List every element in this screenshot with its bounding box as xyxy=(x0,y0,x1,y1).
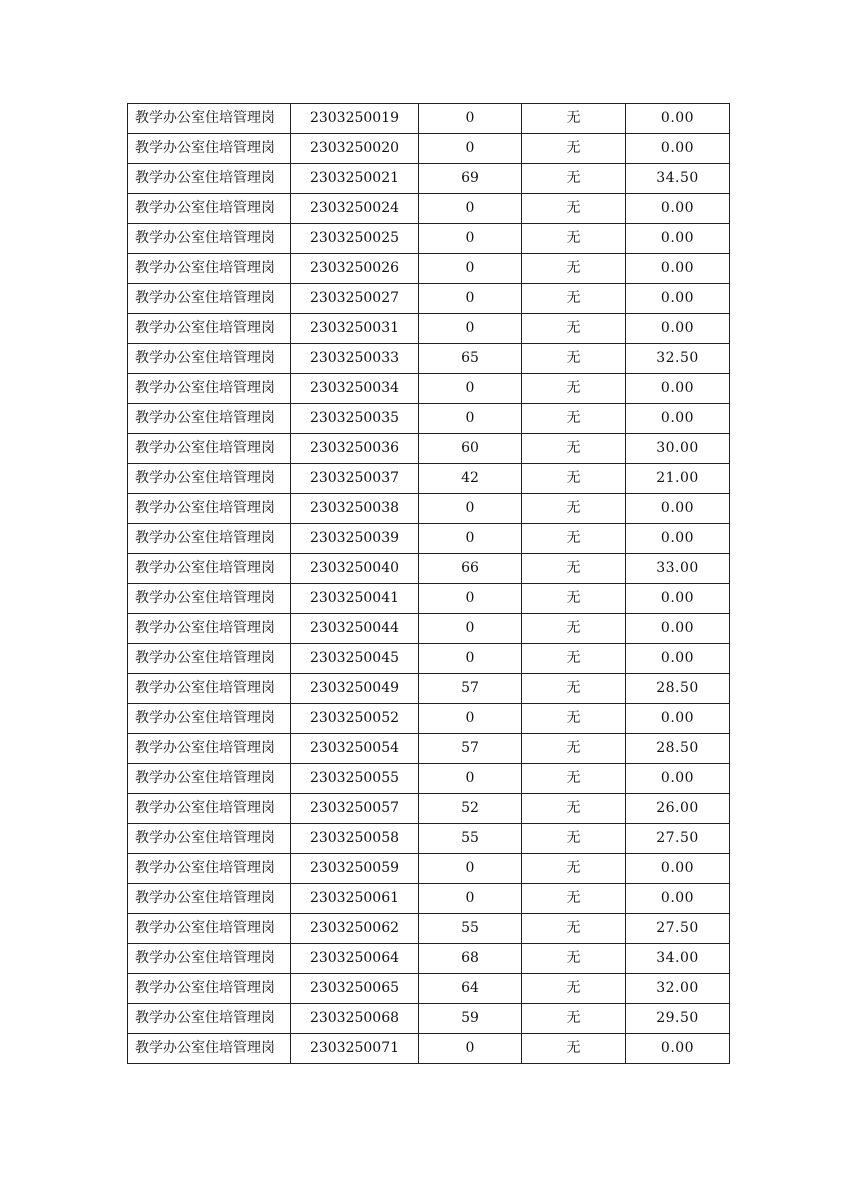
table-row xyxy=(128,554,730,584)
cell-written-score: 59 xyxy=(419,1004,522,1034)
cell-post: 教学办公室住培管理岗 xyxy=(128,464,291,494)
table-row xyxy=(128,254,730,284)
results-table xyxy=(127,103,730,1064)
cell-written-score: 0 xyxy=(419,404,522,434)
cell-post: 教学办公室住培管理岗 xyxy=(128,344,291,374)
cell-written-score: 0 xyxy=(419,254,522,284)
cell-post: 教学办公室住培管理岗 xyxy=(128,404,291,434)
table-row xyxy=(128,194,730,224)
cell-written-score: 0 xyxy=(419,614,522,644)
cell-bonus: 无 xyxy=(522,884,626,914)
cell-written-score: 0 xyxy=(419,524,522,554)
cell-post: 教学办公室住培管理岗 xyxy=(128,524,291,554)
cell-candidate-id: 2303250052 xyxy=(291,704,419,734)
table-row xyxy=(128,824,730,854)
cell-written-score: 68 xyxy=(419,944,522,974)
cell-bonus: 无 xyxy=(522,404,626,434)
table-row xyxy=(128,584,730,614)
table-row xyxy=(128,374,730,404)
table-row xyxy=(128,854,730,884)
cell-written-score: 0 xyxy=(419,134,522,164)
cell-post: 教学办公室住培管理岗 xyxy=(128,434,291,464)
cell-post: 教学办公室住培管理岗 xyxy=(128,194,291,224)
cell-bonus: 无 xyxy=(522,614,626,644)
cell-post: 教学办公室住培管理岗 xyxy=(128,884,291,914)
cell-bonus: 无 xyxy=(522,254,626,284)
cell-post: 教学办公室住培管理岗 xyxy=(128,944,291,974)
cell-written-score: 0 xyxy=(419,494,522,524)
cell-total-score: 0.00 xyxy=(626,194,730,224)
cell-written-score: 0 xyxy=(419,704,522,734)
cell-post: 教学办公室住培管理岗 xyxy=(128,704,291,734)
table-row xyxy=(128,644,730,674)
table-row xyxy=(128,704,730,734)
cell-bonus: 无 xyxy=(522,494,626,524)
cell-total-score: 0.00 xyxy=(626,494,730,524)
cell-bonus: 无 xyxy=(522,524,626,554)
cell-written-score: 55 xyxy=(419,824,522,854)
cell-post: 教学办公室住培管理岗 xyxy=(128,1004,291,1034)
cell-bonus: 无 xyxy=(522,554,626,584)
cell-bonus: 无 xyxy=(522,194,626,224)
cell-total-score: 28.50 xyxy=(626,674,730,704)
cell-written-score: 42 xyxy=(419,464,522,494)
cell-candidate-id: 2303250025 xyxy=(291,224,419,254)
table-row xyxy=(128,224,730,254)
cell-written-score: 0 xyxy=(419,314,522,344)
cell-total-score: 0.00 xyxy=(626,584,730,614)
cell-total-score: 32.50 xyxy=(626,344,730,374)
cell-bonus: 无 xyxy=(522,704,626,734)
cell-written-score: 57 xyxy=(419,674,522,704)
cell-bonus: 无 xyxy=(522,224,626,254)
cell-bonus: 无 xyxy=(522,974,626,1004)
table-row xyxy=(128,764,730,794)
cell-post: 教学办公室住培管理岗 xyxy=(128,824,291,854)
cell-candidate-id: 2303250068 xyxy=(291,1004,419,1034)
cell-bonus: 无 xyxy=(522,164,626,194)
cell-candidate-id: 2303250026 xyxy=(291,254,419,284)
cell-bonus: 无 xyxy=(522,314,626,344)
cell-written-score: 66 xyxy=(419,554,522,584)
table-row xyxy=(128,944,730,974)
cell-total-score: 26.00 xyxy=(626,794,730,824)
cell-bonus: 无 xyxy=(522,824,626,854)
table-row xyxy=(128,1004,730,1034)
cell-candidate-id: 2303250039 xyxy=(291,524,419,554)
cell-bonus: 无 xyxy=(522,464,626,494)
cell-post: 教学办公室住培管理岗 xyxy=(128,314,291,344)
table-row xyxy=(128,794,730,824)
cell-bonus: 无 xyxy=(522,644,626,674)
cell-total-score: 30.00 xyxy=(626,434,730,464)
cell-written-score: 69 xyxy=(419,164,522,194)
cell-written-score: 0 xyxy=(419,764,522,794)
cell-total-score: 0.00 xyxy=(626,1034,730,1064)
table-row xyxy=(128,404,730,434)
cell-post: 教学办公室住培管理岗 xyxy=(128,254,291,284)
table-row xyxy=(128,344,730,374)
cell-written-score: 55 xyxy=(419,914,522,944)
cell-candidate-id: 2303250036 xyxy=(291,434,419,464)
table-row xyxy=(128,284,730,314)
cell-candidate-id: 2303250057 xyxy=(291,794,419,824)
cell-candidate-id: 2303250035 xyxy=(291,404,419,434)
cell-post: 教学办公室住培管理岗 xyxy=(128,134,291,164)
cell-written-score: 0 xyxy=(419,374,522,404)
cell-bonus: 无 xyxy=(522,854,626,884)
cell-candidate-id: 2303250020 xyxy=(291,134,419,164)
cell-total-score: 27.50 xyxy=(626,824,730,854)
cell-candidate-id: 2303250059 xyxy=(291,854,419,884)
cell-bonus: 无 xyxy=(522,914,626,944)
cell-bonus: 无 xyxy=(522,1034,626,1064)
cell-written-score: 60 xyxy=(419,434,522,464)
cell-written-score: 0 xyxy=(419,284,522,314)
cell-total-score: 34.00 xyxy=(626,944,730,974)
cell-written-score: 0 xyxy=(419,1034,522,1064)
cell-candidate-id: 2303250034 xyxy=(291,374,419,404)
cell-post: 教学办公室住培管理岗 xyxy=(128,284,291,314)
cell-written-score: 0 xyxy=(419,884,522,914)
cell-total-score: 0.00 xyxy=(626,884,730,914)
cell-candidate-id: 2303250044 xyxy=(291,614,419,644)
cell-total-score: 0.00 xyxy=(626,764,730,794)
table-row xyxy=(128,914,730,944)
cell-bonus: 无 xyxy=(522,134,626,164)
cell-candidate-id: 2303250045 xyxy=(291,644,419,674)
table-row xyxy=(128,734,730,764)
table-row xyxy=(128,974,730,1004)
cell-post: 教学办公室住培管理岗 xyxy=(128,614,291,644)
cell-candidate-id: 2303250055 xyxy=(291,764,419,794)
table-row xyxy=(128,674,730,704)
cell-candidate-id: 2303250037 xyxy=(291,464,419,494)
table-row xyxy=(128,164,730,194)
cell-total-score: 0.00 xyxy=(626,614,730,644)
cell-written-score: 0 xyxy=(419,104,522,134)
cell-written-score: 0 xyxy=(419,224,522,254)
cell-candidate-id: 2303250024 xyxy=(291,194,419,224)
cell-bonus: 无 xyxy=(522,584,626,614)
table-row xyxy=(128,494,730,524)
cell-candidate-id: 2303250064 xyxy=(291,944,419,974)
cell-bonus: 无 xyxy=(522,104,626,134)
cell-post: 教学办公室住培管理岗 xyxy=(128,554,291,584)
table-row xyxy=(128,884,730,914)
cell-total-score: 0.00 xyxy=(626,854,730,884)
cell-candidate-id: 2303250071 xyxy=(291,1034,419,1064)
cell-candidate-id: 2303250040 xyxy=(291,554,419,584)
cell-bonus: 无 xyxy=(522,764,626,794)
cell-bonus: 无 xyxy=(522,734,626,764)
results-table-body xyxy=(128,104,730,1064)
cell-candidate-id: 2303250031 xyxy=(291,314,419,344)
cell-written-score: 0 xyxy=(419,644,522,674)
cell-total-score: 21.00 xyxy=(626,464,730,494)
cell-total-score: 0.00 xyxy=(626,224,730,254)
table-row xyxy=(128,614,730,644)
cell-candidate-id: 2303250027 xyxy=(291,284,419,314)
cell-post: 教学办公室住培管理岗 xyxy=(128,854,291,884)
cell-written-score: 0 xyxy=(419,854,522,884)
cell-post: 教学办公室住培管理岗 xyxy=(128,644,291,674)
table-row xyxy=(128,134,730,164)
cell-candidate-id: 2303250065 xyxy=(291,974,419,1004)
cell-post: 教学办公室住培管理岗 xyxy=(128,584,291,614)
cell-total-score: 28.50 xyxy=(626,734,730,764)
cell-candidate-id: 2303250021 xyxy=(291,164,419,194)
cell-post: 教学办公室住培管理岗 xyxy=(128,104,291,134)
cell-post: 教学办公室住培管理岗 xyxy=(128,164,291,194)
cell-candidate-id: 2303250054 xyxy=(291,734,419,764)
cell-written-score: 0 xyxy=(419,584,522,614)
cell-candidate-id: 2303250033 xyxy=(291,344,419,374)
cell-total-score: 27.50 xyxy=(626,914,730,944)
table-row xyxy=(128,104,730,134)
cell-written-score: 57 xyxy=(419,734,522,764)
cell-candidate-id: 2303250038 xyxy=(291,494,419,524)
cell-total-score: 0.00 xyxy=(626,104,730,134)
cell-total-score: 0.00 xyxy=(626,284,730,314)
cell-post: 教学办公室住培管理岗 xyxy=(128,914,291,944)
cell-post: 教学办公室住培管理岗 xyxy=(128,224,291,254)
cell-post: 教学办公室住培管理岗 xyxy=(128,734,291,764)
table-row xyxy=(128,434,730,464)
cell-bonus: 无 xyxy=(522,344,626,374)
cell-bonus: 无 xyxy=(522,944,626,974)
cell-post: 教学办公室住培管理岗 xyxy=(128,974,291,1004)
cell-total-score: 0.00 xyxy=(626,314,730,344)
cell-total-score: 0.00 xyxy=(626,254,730,284)
cell-post: 教学办公室住培管理岗 xyxy=(128,794,291,824)
cell-post: 教学办公室住培管理岗 xyxy=(128,1034,291,1064)
cell-candidate-id: 2303250041 xyxy=(291,584,419,614)
cell-bonus: 无 xyxy=(522,284,626,314)
cell-candidate-id: 2303250019 xyxy=(291,104,419,134)
cell-total-score: 0.00 xyxy=(626,644,730,674)
table-row xyxy=(128,1034,730,1064)
table-row xyxy=(128,314,730,344)
cell-bonus: 无 xyxy=(522,674,626,704)
cell-total-score: 0.00 xyxy=(626,524,730,554)
cell-candidate-id: 2303250049 xyxy=(291,674,419,704)
cell-total-score: 32.00 xyxy=(626,974,730,1004)
cell-total-score: 34.50 xyxy=(626,164,730,194)
cell-written-score: 65 xyxy=(419,344,522,374)
cell-written-score: 0 xyxy=(419,194,522,224)
cell-total-score: 0.00 xyxy=(626,704,730,734)
cell-total-score: 0.00 xyxy=(626,134,730,164)
cell-bonus: 无 xyxy=(522,374,626,404)
cell-candidate-id: 2303250058 xyxy=(291,824,419,854)
cell-total-score: 0.00 xyxy=(626,374,730,404)
cell-written-score: 52 xyxy=(419,794,522,824)
table-row xyxy=(128,464,730,494)
cell-candidate-id: 2303250062 xyxy=(291,914,419,944)
cell-bonus: 无 xyxy=(522,434,626,464)
cell-total-score: 33.00 xyxy=(626,554,730,584)
cell-post: 教学办公室住培管理岗 xyxy=(128,764,291,794)
cell-total-score: 29.50 xyxy=(626,1004,730,1034)
cell-bonus: 无 xyxy=(522,794,626,824)
cell-total-score: 0.00 xyxy=(626,404,730,434)
cell-post: 教学办公室住培管理岗 xyxy=(128,494,291,524)
cell-candidate-id: 2303250061 xyxy=(291,884,419,914)
cell-written-score: 64 xyxy=(419,974,522,1004)
cell-post: 教学办公室住培管理岗 xyxy=(128,674,291,704)
cell-bonus: 无 xyxy=(522,1004,626,1034)
table-row xyxy=(128,524,730,554)
cell-post: 教学办公室住培管理岗 xyxy=(128,374,291,404)
